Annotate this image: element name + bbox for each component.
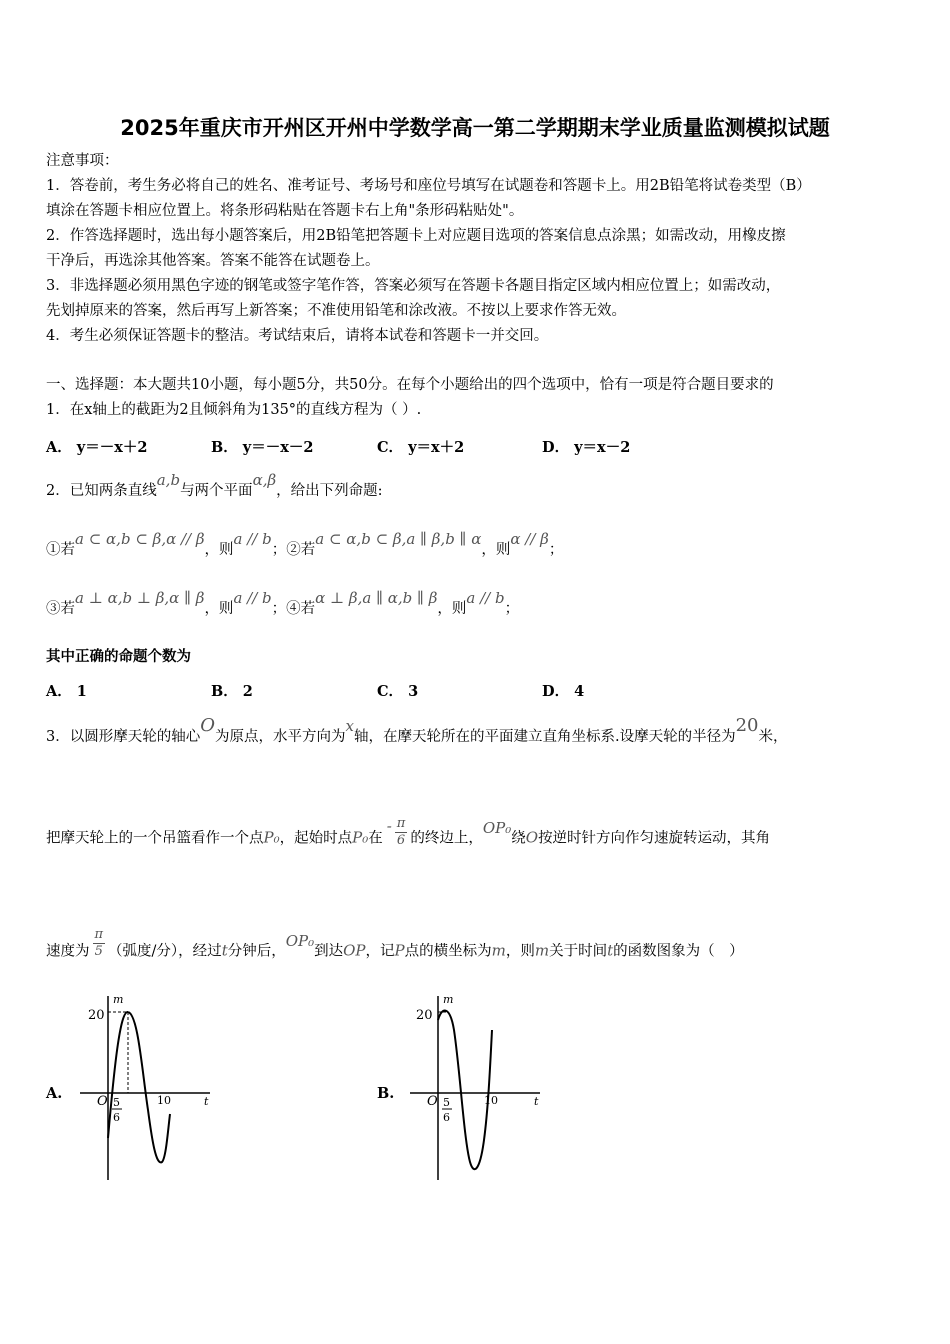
q3-l1a: 3．以圆形摩天轮的轴心 [46, 729, 201, 745]
graph-a-curve [108, 1012, 170, 1162]
q3-math-x: x [345, 717, 354, 735]
graph-b-tick-den: 6 [443, 1111, 450, 1124]
note-1b: 填涂在答题卡相应位置上。将条形码粘贴在答题卡右上角"条形码粘贴处"。 [46, 203, 524, 219]
q3-frac-pi-5 [93, 927, 106, 960]
q2-c2-sep: ； [548, 542, 564, 558]
q2-math-ab: a,b [156, 471, 181, 489]
graph-a-y-tick: 20 [88, 1008, 105, 1023]
notes-heading: 注意事项： [46, 153, 119, 169]
graph-a-origin: O [97, 1094, 108, 1109]
q3-l2d: 的终边上， [410, 830, 483, 847]
q3-l3b: （弧度/分），经过 [108, 943, 222, 960]
q3-math-op0-2: OP₀ [285, 931, 315, 950]
q3-l3d: 到达 [314, 943, 344, 960]
q2-c4-pre: ④若 [286, 601, 316, 617]
q3-math-t: t [221, 941, 228, 960]
q2-c4-cond: α ⊥ β,a ∥ α,b ∥ β [315, 589, 438, 607]
q3-frac-pi-num: π [396, 816, 406, 831]
q3-l3c: 分钟后， [227, 943, 286, 960]
q1-option-b[interactable]: B． y＝－x－2 [211, 439, 314, 456]
q3-line3 [46, 927, 744, 968]
q3-math-o: O [200, 715, 215, 736]
q3-math-p0-2: P₀ [352, 828, 369, 847]
q2-c4-then: ，则 [437, 601, 467, 617]
q3-frac-pi-6 [395, 816, 408, 849]
q2-option-d[interactable]: D． 4 [542, 683, 585, 700]
q1-option-c[interactable]: C． y＝x＋2 [377, 439, 465, 456]
q3-l2b: ，起始时点 [279, 830, 353, 847]
q3-l2a: 把摩天轮上的一个吊篮看作一个点 [46, 830, 264, 847]
q3-l3i: 的函数图象为（ ） [613, 943, 744, 960]
q2-c4-res: a // b [466, 589, 505, 607]
q1-option-a[interactable]: A． y＝－x＋2 [46, 439, 148, 456]
graph-b-tick-10: 10 [484, 1094, 498, 1107]
q3-l2e: 绕 [511, 830, 526, 847]
q2-c2-pre: ②若 [286, 542, 316, 558]
graph-a [80, 990, 230, 1185]
q2-math-alphabeta: α,β [252, 471, 277, 489]
graph-b [410, 990, 560, 1185]
q2-c1-then: ，则 [204, 542, 234, 558]
q2-conditions-row1 [46, 530, 564, 562]
graph-a-y-label: m [113, 993, 124, 1006]
graph-b-curve [438, 1011, 492, 1170]
q3-line1 [46, 715, 788, 749]
q2-c4-sep: ； [504, 601, 520, 617]
q2-c3-res: a // b [233, 589, 272, 607]
graph-b-x-label: t [534, 1095, 539, 1108]
q2-c1-sep: ； [271, 542, 287, 558]
q2-stem-b: 与两个平面 [180, 483, 253, 499]
q3-math-o-2: O [525, 828, 539, 847]
q2-c3-sep: ； [271, 601, 287, 617]
q3-math-m-2: m [534, 941, 550, 960]
q2-c1-res: a // b [233, 530, 272, 548]
note-1a: 1．答卷前，考生务必将自己的姓名、准考证号、考场号和座位号填写在试题卷和答题卡上。用2B铅笔将试卷类型（B） [46, 178, 811, 194]
q2-c3-cond: a ⊥ α,b ⊥ β,α ∥ β [75, 589, 205, 607]
q2-conditions-row2 [46, 589, 520, 621]
q3-l1b: 为原点，水平方向为 [215, 729, 346, 745]
q3-line2 [46, 816, 771, 855]
q3-math-20: 20 [735, 715, 759, 736]
q3-l2c: 在 [368, 830, 383, 847]
q2-stem-c: ，给出下列命题: [276, 483, 383, 499]
q2-stem [46, 471, 383, 503]
q3-l3a: 速度为 [46, 943, 90, 960]
q3-l3g: ，则 [505, 943, 535, 960]
note-3a: 3．非选择题必须用黑色字迹的钢笔或签字笔作答，答案必须写在答题卡各题目指定区域内相应位置上；如需改动， [46, 278, 781, 294]
graph-a-tick-num: 5 [113, 1096, 120, 1109]
note-2b: 干净后，再选涂其他答案。答案不能答在试题卷上。 [46, 253, 380, 269]
graph-b-y-label: m [443, 993, 454, 1006]
q3-option-a[interactable]: A. [46, 1085, 63, 1102]
q3-l3e: ，记 [365, 943, 395, 960]
graph-b-origin: O [427, 1094, 438, 1109]
q1-option-d[interactable]: D． y＝x－2 [542, 439, 631, 456]
q3-l1c: 轴，在摩天轮所在的平面建立直角坐标系.设摩天轮的半径为 [353, 729, 736, 745]
q2-stem-a: 2．已知两条直线 [46, 483, 157, 499]
graph-a-x-label: t [204, 1095, 209, 1108]
q2-question: 其中正确的命题个数为 [46, 648, 191, 665]
q2-c2-then: ，则 [481, 542, 511, 558]
q2-c2-res: α // β [510, 530, 549, 548]
q3-math-t-2: t [607, 941, 614, 960]
note-2a: 2．作答选择题时，选出每小题答案后，用2B铅笔把答题卡上对应题目选项的答案信息点涂黑；如需改动，用橡皮擦 [46, 228, 786, 244]
q3-frac5-num: π [94, 927, 104, 942]
q3-l1d: 米， [758, 729, 788, 745]
graph-a-tick-10: 10 [157, 1094, 171, 1107]
section-heading: 一、选择题：本大题共10小题，每小题5分，共50分。在每个小题给出的四个选项中，恰有一项是符合题目要求的 [46, 377, 774, 393]
q2-c3-pre: ③若 [46, 601, 75, 617]
q3-math-minus: - [386, 816, 392, 835]
page-title: 2025年重庆市开州区开州中学数学高一第二学期期末学业质量监测模拟试题 [120, 116, 830, 140]
q2-option-a[interactable]: A． 1 [46, 683, 87, 700]
q2-c1-pre: ①若 [46, 542, 75, 558]
q3-l2f: 按逆时针方向作匀速旋转运动，其角 [538, 830, 771, 847]
q3-math-p: P [394, 941, 405, 960]
q2-c1-cond: a ⊂ α,b ⊂ β,α // β [75, 530, 205, 548]
note-4: 4．考生必须保证答题卡的整洁。考试结束后，请将本试卷和答题卡一并交回。 [46, 328, 549, 344]
q3-math-op0: OP₀ [482, 818, 512, 837]
note-3b: 先划掉原来的答案，然后再写上新答案；不准使用铅笔和涂改液。不按以上要求作答无效。 [46, 303, 626, 319]
q2-option-c[interactable]: C． 3 [377, 683, 419, 700]
q3-math-p0: P₀ [263, 828, 280, 847]
graph-b-tick-num: 5 [443, 1096, 450, 1109]
q3-math-m: m [491, 941, 506, 960]
q2-option-b[interactable]: B． 2 [211, 683, 253, 700]
q3-l3h: 关于时间 [549, 943, 608, 960]
graph-a-tick-den: 6 [113, 1111, 120, 1124]
q2-c2-cond: a ⊂ α,b ⊂ β,a ∥ β,b ∥ α [315, 530, 482, 548]
q2-c3-then: ，则 [204, 601, 234, 617]
q3-option-b[interactable]: B. [377, 1085, 395, 1102]
graph-b-y-tick: 20 [416, 1008, 433, 1023]
q1-stem: 1．在x轴上的截距为2且倾斜角为135°的直线方程为（ ）. [46, 402, 422, 418]
q3-l3f: 点的横坐标为 [404, 943, 492, 960]
q3-frac5-den: 5 [94, 944, 103, 959]
q3-math-op: OP [343, 941, 366, 960]
q3-frac-pi-den: 6 [396, 833, 406, 848]
